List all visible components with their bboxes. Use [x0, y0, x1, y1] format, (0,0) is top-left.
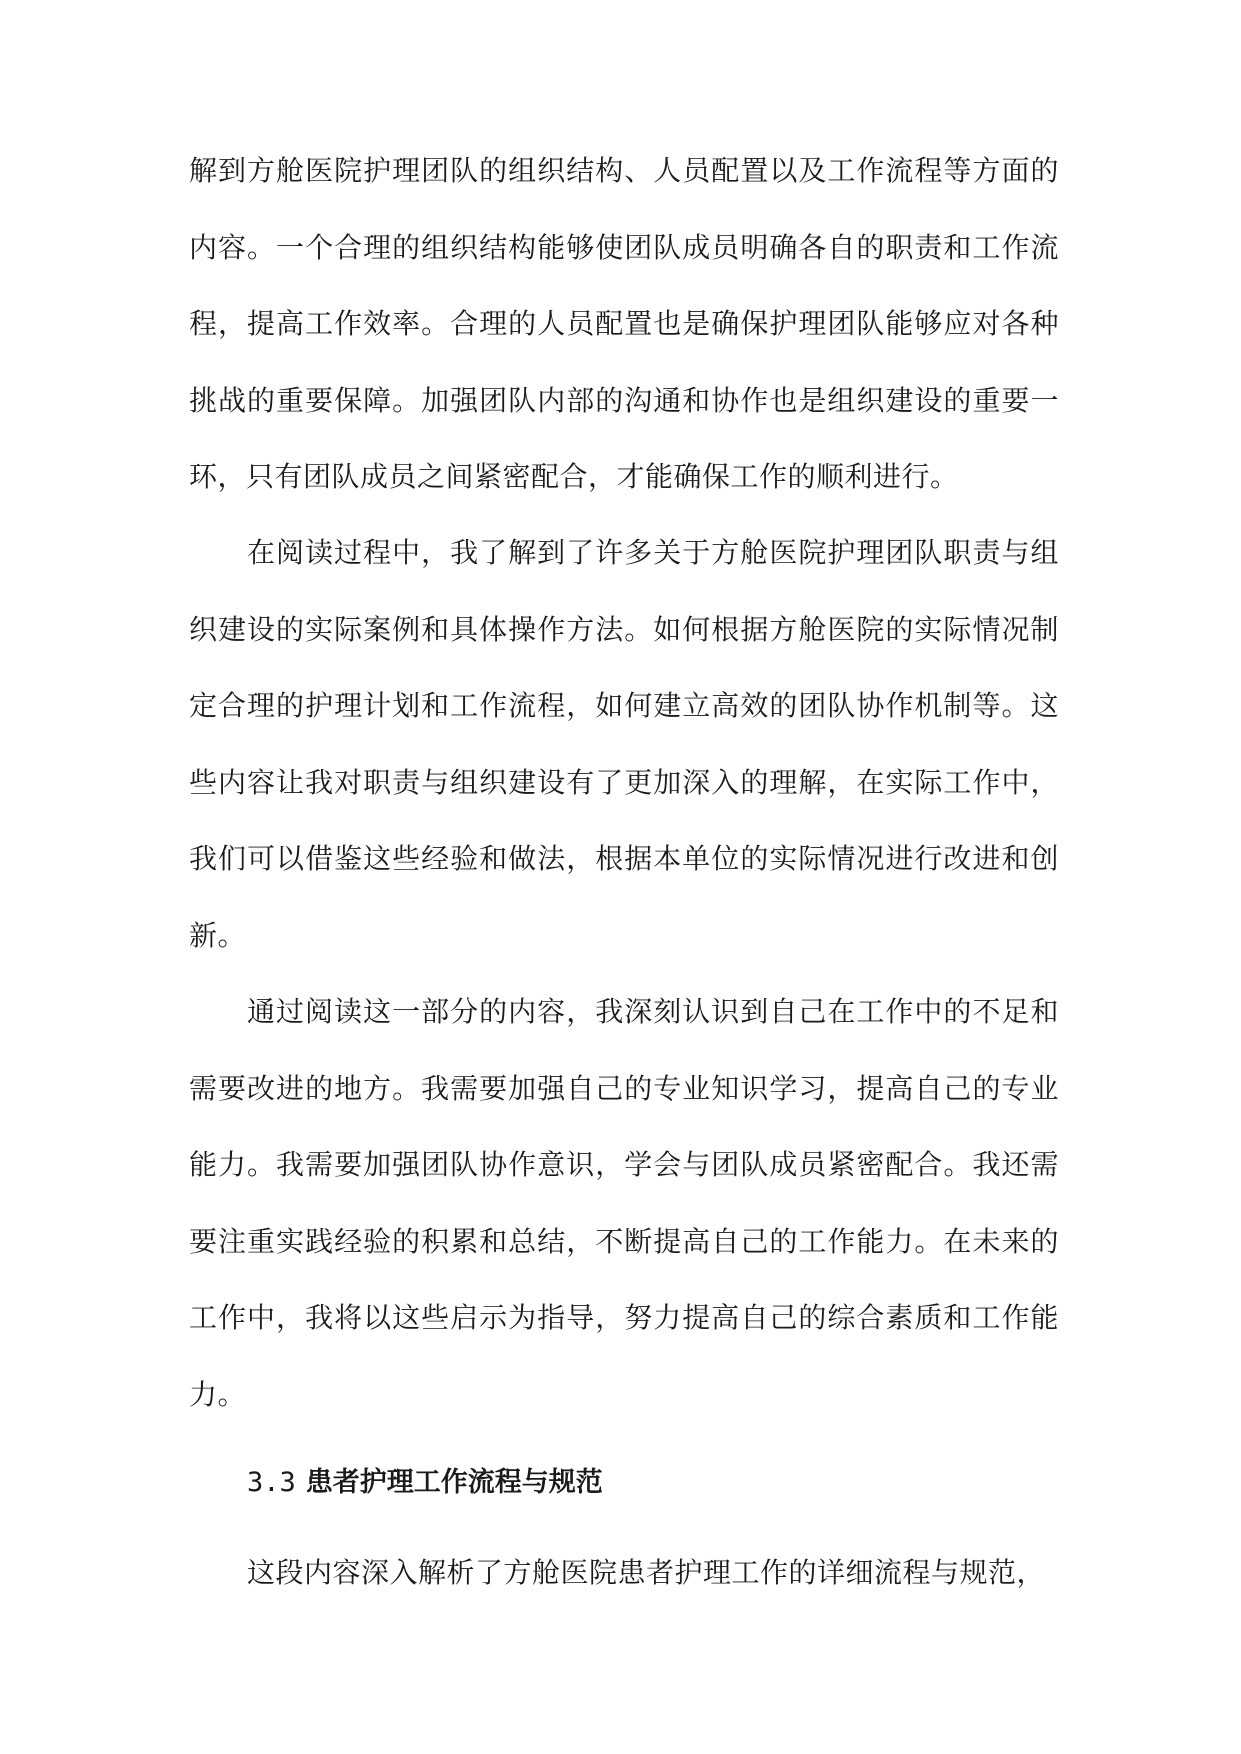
paragraph-line: 这段内容深入解析了方舱医院患者护理工作的详细流程与规范，: [247, 1556, 1046, 1589]
paragraph-line: 定合理的护理计划和工作流程，如何建立高效的团队协作机制等。这: [189, 689, 1059, 722]
paragraph-line: 力。: [189, 1377, 247, 1411]
paragraph-line: 些内容让我对职责与组织建设有了更加深入的理解，在实际工作中，: [189, 765, 1059, 799]
paragraph-line: 程，提高工作效率。合理的人员配置也是确保护理团队能够应对各种: [189, 307, 1059, 340]
paragraph-4: [189, 1535, 1059, 1612]
paragraph-line: 环，只有团队成员之间紧密配合，才能确保工作的顺利进行。: [189, 460, 959, 493]
paragraph-line: 挑战的重要保障。加强团队内部的沟通和协作也是组织建设的重要一: [189, 383, 1059, 417]
paragraph-line: 通过阅读这一部分的内容，我深刻认识到自己在工作中的不足和: [247, 995, 1059, 1028]
paragraph-line: 要注重实践经验的积累和总结，不断提高自己的工作能力。在未来的: [189, 1224, 1059, 1258]
paragraph-1: [189, 133, 1059, 516]
paragraph-line: 在阅读过程中，我了解到了许多关于方舱医院护理团队职责与组: [247, 536, 1059, 569]
paragraph-3: [189, 974, 1059, 1433]
paragraph-line: 解到方舱医院护理团队的组织结构、人员配置以及工作流程等方面的: [189, 154, 1059, 187]
paragraph-line: 织建设的实际案例和具体操作方法。如何根据方舱医院的实际情况制: [189, 612, 1059, 646]
paragraph-line: 能力。我需要加强团队协作意识，学会与团队成员紧密配合。我还需: [189, 1148, 1059, 1181]
section-title: 患者护理工作流程与规范: [305, 1467, 603, 1498]
paragraph-line: 新。: [189, 918, 247, 952]
paragraph-line: 工作中，我将以这些启示为指导，努力提高自己的综合素质和工作能: [189, 1301, 1059, 1334]
section-heading: [247, 1460, 603, 1499]
paragraph-line: 我们可以借鉴这些经验和做法，根据本单位的实际情况进行改进和创: [189, 842, 1059, 875]
section-number: 3.3: [247, 1467, 296, 1498]
paragraph-2: [189, 515, 1059, 974]
paragraph-line: 需要改进的地方。我需要加强自己的专业知识学习，提高自己的专业: [189, 1071, 1059, 1105]
paragraph-line: 内容。一个合理的组织结构能够使团队成员明确各自的职责和工作流: [189, 230, 1059, 264]
